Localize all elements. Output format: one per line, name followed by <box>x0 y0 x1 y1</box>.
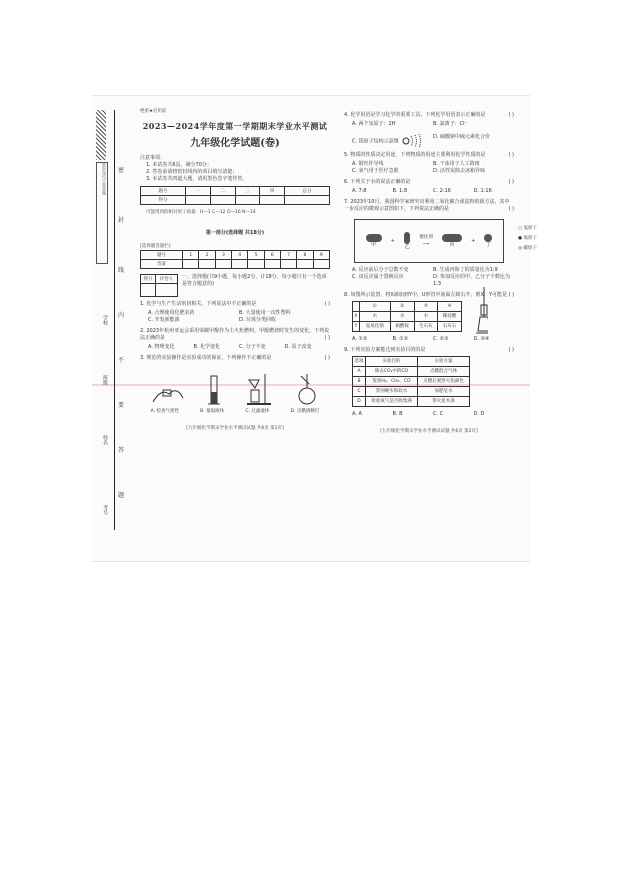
options-row <box>344 336 514 343</box>
table-cell: 硝酸铵 <box>390 322 414 332</box>
question-stem: 6. 下列关于水的说法正确的是 <box>344 179 411 185</box>
option: D. ③④ <box>473 336 490 342</box>
option: B. ①③ <box>392 336 409 342</box>
grid-header: 5 <box>248 251 264 260</box>
option: B. 量取液体 <box>200 409 225 414</box>
table-header: 实验目的 <box>366 357 418 367</box>
table-cell: X <box>353 312 360 322</box>
airtight-check-figure-icon <box>151 380 185 406</box>
table-cell: B <box>353 377 366 387</box>
question-stem: 1. 化学与生产生活密切相关，下列说法中不正确的是 <box>140 301 257 307</box>
option: B. 生成丙和丁的质量比为1:9 <box>433 267 498 273</box>
seal-char: 线 <box>118 267 125 274</box>
seal-char: 要 <box>118 402 125 409</box>
option: A. A <box>352 411 362 417</box>
question-4 <box>344 112 514 119</box>
table-cell: 鉴别硬水和软水 <box>366 387 418 397</box>
score-cell <box>210 196 235 205</box>
grid-header: 题号 <box>141 251 183 260</box>
seal-char: 内 <box>118 312 125 319</box>
option: C. 开发新能源 <box>148 317 180 323</box>
molecule-label: 乙 <box>404 243 410 250</box>
question-3 <box>140 355 330 362</box>
answer-paren: ( ) <box>508 112 514 118</box>
score-header: 四 <box>260 187 285 196</box>
seal-line <box>114 110 115 530</box>
molecule-label: 丙 <box>449 241 455 248</box>
answer-paren: ( ) <box>508 152 514 158</box>
option: D. 垃圾分类回收 <box>239 317 277 323</box>
molecule-yi <box>404 232 410 251</box>
option: A. 两个氢原子：2H <box>352 121 396 127</box>
exam-subtitle: 九年级化学试题(卷) <box>190 138 280 149</box>
reaction-condition: 催化剂 <box>419 235 433 240</box>
option: B. 干冰用于人工降雨 <box>433 161 480 167</box>
table-cell: 鉴别H₂、CH₄、CO <box>366 377 418 387</box>
answer-cell <box>183 260 199 269</box>
question-6 <box>344 179 514 186</box>
left-page <box>140 108 330 432</box>
options-row <box>140 310 330 317</box>
binding-margin <box>96 110 125 530</box>
answer-paren: ( ) <box>508 179 514 185</box>
option <box>352 134 433 148</box>
table-cell: D <box>353 397 366 407</box>
option: A. 反应前后分子总数不变 <box>352 267 409 273</box>
answer-cell <box>215 260 231 269</box>
option: C. 过滤液体 <box>245 409 270 414</box>
options-row <box>344 161 514 168</box>
question-5 <box>344 152 514 159</box>
instructions-heading: 注意事项： <box>140 155 166 161</box>
score-header: 总分 <box>285 187 330 196</box>
grid-header: 7 <box>280 251 296 260</box>
page-footer-right: [九年级化学期末学业水平测试试题 共6页 第2页] <box>380 429 478 434</box>
grid-header: 2 <box>199 251 215 260</box>
table-header <box>353 302 360 312</box>
table-cell: 生石灰 <box>414 322 438 332</box>
answer-paren: ( ) <box>324 355 330 361</box>
option: B. 1:8 <box>392 188 408 194</box>
option: D. 原子改变 <box>284 344 312 350</box>
options-row <box>344 134 514 148</box>
atomic-mass-note: 可能用到的相对原子质量：H—1 C—12 O—16 N—14 <box>146 210 256 215</box>
grader-name-cell <box>156 284 178 297</box>
question-stem: 3. 规范的实验操作是实验成功的保证，下列操作不正确的是 <box>140 355 272 361</box>
options-row <box>140 344 330 351</box>
option: A. ①② <box>352 336 368 342</box>
options-row <box>344 188 514 195</box>
question-stem: 5. 物质的性质决定用途，下列物质的用途主要利用化学性质的是 <box>344 152 486 158</box>
table-header: ① <box>359 302 390 312</box>
answer-paren: ( ) <box>508 292 514 298</box>
section1-instruction: 一、选择题(共9小题，每小题2分，计18分。每小题只有一个选项是符合题意的) <box>182 274 327 287</box>
options-row <box>344 274 514 288</box>
table-cell: 点燃后观察火焰颜色 <box>418 377 470 387</box>
question-7 <box>344 199 514 213</box>
option: D. 1:16 <box>473 188 492 194</box>
molecule-label: 甲 <box>371 241 377 248</box>
table-cell: 水 <box>414 312 438 322</box>
score-header: 一 <box>186 187 211 196</box>
seal-char: 答 <box>118 447 125 454</box>
xy-table <box>352 301 462 332</box>
table-cell: 石灰石 <box>438 322 462 332</box>
answer-grid-label: [选择题答题栏] <box>140 244 171 249</box>
option: A. 检查气密性 <box>150 409 179 414</box>
answer-cell <box>199 260 215 269</box>
answer-cell <box>232 260 248 269</box>
options-row <box>140 317 330 324</box>
experiment-table <box>352 356 470 407</box>
grader-score-cell <box>141 284 156 297</box>
table-header: ④ <box>438 302 462 312</box>
molecule-jia <box>366 234 382 249</box>
answer-paren: ( ) <box>324 335 330 341</box>
question-stem: 4. 化学用语是学习化学的重要工具，下列化学用语表示正确的是 <box>344 112 486 118</box>
grid-header: 3 <box>215 251 231 260</box>
page-footer-left: [九年级化学期末学业水平测试试题 共6页 第1页] <box>186 426 284 431</box>
score-header: 三 <box>235 187 260 196</box>
table-cell: 检验氧气是否收集满 <box>366 397 418 407</box>
filtration-setup-icon <box>243 372 273 406</box>
binding-hatch <box>96 110 106 160</box>
answer-paren: ( ) <box>508 206 514 212</box>
table-cell: 点燃混合气体 <box>418 367 470 377</box>
question-stem: 7. 2023年10月，我国科学家研究出利用二氧化碳合成淀粉的新方法，其中一步反应的微观示意图如下，下列说法正确的是 <box>344 199 510 212</box>
table-cell: 水 <box>390 312 414 322</box>
plus-sign: + <box>471 237 476 244</box>
legend-item: ○ 氢原子 <box>518 226 537 231</box>
grid-row-label: 答案 <box>141 260 183 269</box>
table-cell: 氢氧化钠 <box>359 322 390 332</box>
option: D. 参加反应的甲、乙分子个数比为1:3 <box>433 274 511 287</box>
score-table <box>140 186 330 205</box>
option: D. D <box>473 411 485 417</box>
graduated-cylinder-icon <box>207 372 221 406</box>
molecule-label: 丁 <box>485 241 491 248</box>
score-header: 二 <box>210 187 235 196</box>
label-exam-number: 考号 <box>102 505 108 515</box>
score-row-label: 得分 <box>141 196 186 205</box>
seal-char: 密 <box>118 167 125 174</box>
question-stem: 8. 如图所示装置，将X滴加到Y中，U形管中液面左降右升，则X、Y可能是 <box>344 292 507 298</box>
answer-grid <box>140 250 330 269</box>
grid-header: 6 <box>264 251 280 260</box>
answer-cell <box>297 260 313 269</box>
answer-cell <box>248 260 264 269</box>
grader-score-label: 得分 <box>141 275 156 284</box>
instruction-item: 3. 本试卷共四道大题，请用黑色签字笔作答。 <box>146 176 248 182</box>
label-name: 姓名 <box>102 435 108 445</box>
option: A. 7:8 <box>352 188 367 194</box>
table-cell: 水 <box>359 312 390 322</box>
options-row <box>344 411 514 418</box>
instruction-item: 1. 本试卷共6页，满分70分； <box>146 162 212 168</box>
option: A. 物理变化 <box>148 344 175 350</box>
question-1 <box>140 301 330 308</box>
seal-char: 不 <box>118 357 125 364</box>
option: B. 化学变化 <box>193 344 221 350</box>
instruction-item: 2. 答卷前请将密封线内的项目填写清楚； <box>146 169 238 175</box>
option: B. 氯离子：Cl⁻ <box>433 121 468 127</box>
option: C. 该反应属于置换反应 <box>352 274 404 280</box>
option: D. 点燃酒精灯 <box>290 409 320 414</box>
options-row <box>344 121 514 128</box>
table-cell: A <box>353 367 366 377</box>
option: A. 铜丝作导线 <box>352 161 384 167</box>
score-cell <box>260 196 285 205</box>
option: C. 氧气用于医疗急救 <box>352 168 399 174</box>
option: D. 硫酸钠中硫元素化合价 <box>433 134 491 140</box>
grader-name-label: 评卷人 <box>156 275 178 284</box>
score-cell <box>235 196 260 205</box>
atom-structure-icon <box>400 134 422 148</box>
question-2 <box>140 328 330 342</box>
legend-item: ◎ 碳原子 <box>518 246 537 251</box>
question-stem: 2. 2023年杭州亚运会采用零碳甲醇作为主火炬燃料，甲醇燃烧时发生的变化，下列说法正确的是 <box>140 328 330 341</box>
option: B. B <box>392 411 403 417</box>
reaction-diagram <box>354 219 537 263</box>
molecule-bing <box>442 234 462 249</box>
question-8-body <box>344 301 514 332</box>
table-header: ③ <box>414 302 438 312</box>
grid-header: 1 <box>183 251 199 260</box>
table-cell: 除去CO₂中的CO <box>366 367 418 377</box>
apparatus-captions <box>140 408 330 415</box>
question-8 <box>344 292 514 299</box>
section1-title: 第一部分(选择题 共18分) <box>205 230 265 236</box>
table-cell: 带火星木条 <box>418 397 470 407</box>
answer-cell <box>313 260 329 269</box>
score-cell <box>186 196 211 205</box>
question-9 <box>344 347 514 354</box>
alcohol-lamp-icon <box>295 372 319 406</box>
table-cell: Y <box>353 322 360 332</box>
exam-title: 2023—2024学年度第一学期期末学业水平测试 <box>142 121 328 131</box>
u-tube-apparatus-icon <box>476 287 488 347</box>
grid-header: 4 <box>232 251 248 260</box>
reaction-arrow: 催化剂 ⟶ <box>419 235 433 247</box>
confidential-header: 绝密★启用前 <box>140 109 167 114</box>
table-cell: C <box>353 387 366 397</box>
answer-cell <box>264 260 280 269</box>
answer-paren: ( ) <box>508 347 514 353</box>
option: A. 合理使用化肥农药 <box>148 310 195 316</box>
option: C. C <box>433 411 444 417</box>
grid-header: 8 <box>297 251 313 260</box>
score-header: 题号 <box>141 187 186 196</box>
grid-header: 9 <box>313 251 329 260</box>
table-cell: 稀盐酸 <box>438 312 462 322</box>
right-page <box>344 112 537 435</box>
option-text: C. 镁原子结构示意图 <box>352 138 399 145</box>
options-row <box>344 168 514 175</box>
option: C. 分子不变 <box>239 344 266 350</box>
binding-notice-box: 密封线内不要答题 <box>96 162 108 264</box>
seal-char: 题 <box>118 492 125 499</box>
apparatus-figures <box>140 372 330 406</box>
score-cell <box>285 196 330 205</box>
grader-box <box>140 274 178 297</box>
options-row <box>344 267 514 274</box>
question-stem: 9. 下列实验方案能达到实验目的的是 <box>344 347 426 353</box>
label-school: 学校 <box>102 315 108 325</box>
table-header: 实验方案 <box>418 357 470 367</box>
answer-paren: ( ) <box>324 301 330 307</box>
table-header: ② <box>390 302 414 312</box>
table-header: 选项 <box>353 357 366 367</box>
label-class: 班级 <box>102 375 108 385</box>
option: D. 活性炭除去冰箱异味 <box>433 168 486 174</box>
table-cell: 加肥皂水 <box>418 387 470 397</box>
seal-char: 封 <box>118 217 125 224</box>
plus-sign: + <box>390 237 395 244</box>
option: B. 大量使用一次性塑料 <box>239 310 291 316</box>
option: C. 2:16 <box>433 188 451 194</box>
legend-item: ● 氧原子 <box>518 236 537 241</box>
molecule-ding <box>484 234 492 249</box>
option: C. ②③ <box>433 336 449 342</box>
diagram-legend <box>518 224 537 254</box>
grader-section <box>140 274 330 297</box>
answer-cell <box>280 260 296 269</box>
